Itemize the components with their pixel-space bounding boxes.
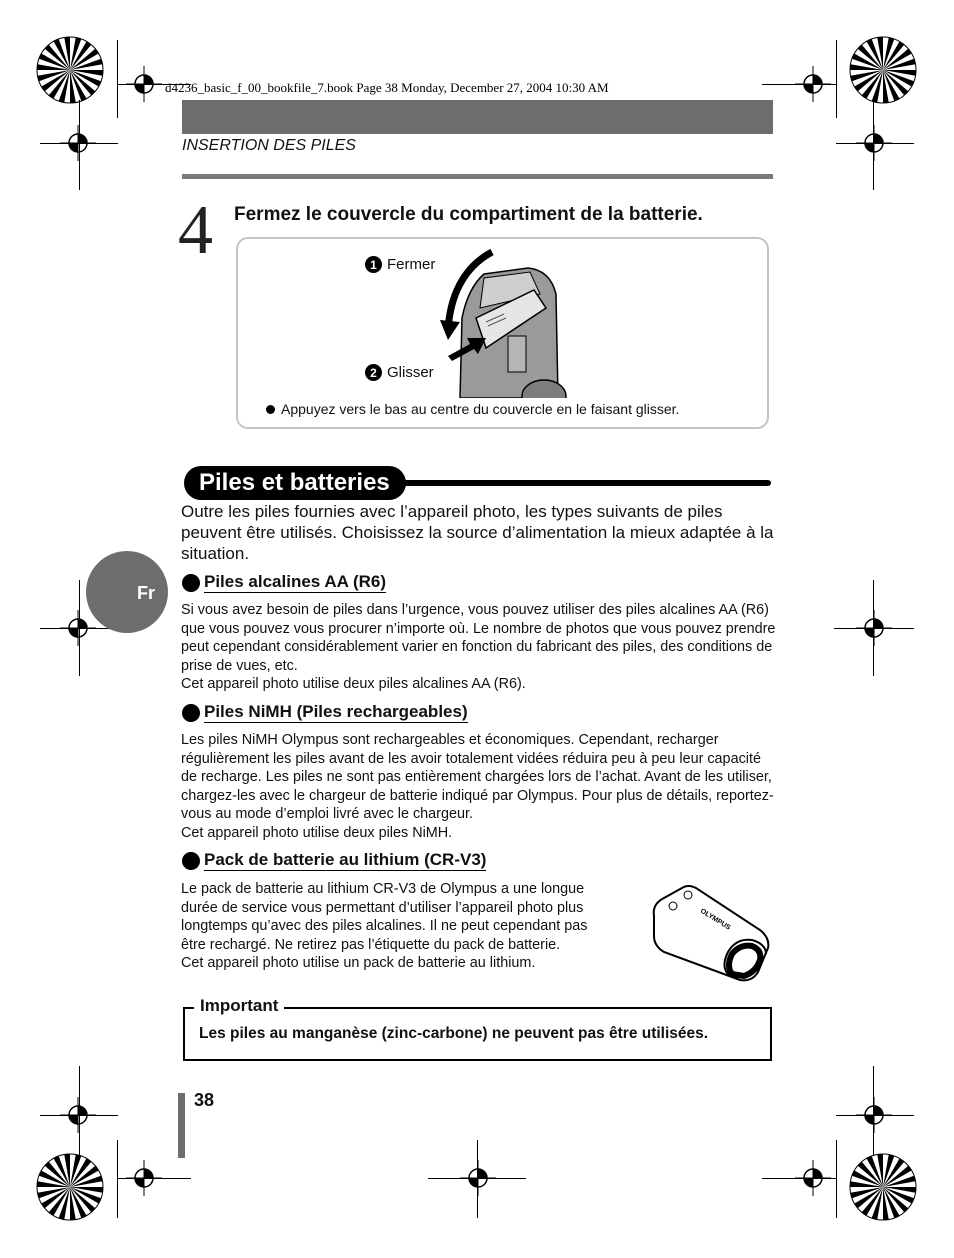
crop-line	[836, 143, 914, 144]
paragraph: Cet appareil photo utilise un pack de batterie au lithium.	[181, 955, 536, 972]
registration-starburst-top-right	[848, 35, 918, 105]
crop-line	[836, 40, 837, 118]
header-rule	[182, 174, 773, 179]
crop-line	[834, 628, 914, 629]
camera-battery-cover-illustration	[440, 248, 570, 398]
subsection-heading-text: Pack de batterie au lithium (CR-V3)	[204, 850, 487, 869]
step-note	[266, 401, 679, 417]
crop-line	[79, 1066, 80, 1156]
crop-line	[477, 1140, 478, 1218]
crop-line	[873, 100, 874, 190]
bullet-dot	[182, 852, 200, 870]
registration-starburst-bottom-left	[35, 1152, 105, 1222]
page-number: 38	[194, 1090, 215, 1110]
section-heading: Piles et batteries	[184, 466, 406, 500]
language-tab	[86, 551, 168, 633]
subsection-body-nimh	[181, 731, 776, 843]
paragraph: Les piles NiMH Olympus sont rechargeables et économiques. Cependant, recharger régulièrement les piles avant de les avoir totalement vidées réduira peu à peu leur capacité de recharge. Les piles ne sont pas entièrement chargées lors de l’achat. Avant de les utiliser, chargez-les avec le chargeur de batterie indiqué par Olympus. Pour plus de détails, reportez-vous au mode d’emploi livré avec le chargeur.	[181, 732, 774, 823]
subsection-heading-lithium	[182, 850, 486, 872]
section-intro: Outre les piles fournies avec l’appareil photo, les types suivants de piles peuvent être utilisés. Choisissez la source d’alimentation la mieux adaptée à la situation.	[181, 502, 774, 563]
battery-brand-label: OLYMPUS	[698, 907, 732, 932]
paragraph: Cet appareil photo utilise deux piles alcalines AA (R6).	[181, 676, 526, 693]
subsection-body-alkaline	[181, 601, 776, 694]
bullet-dot	[182, 704, 200, 722]
registration-starburst-top-left	[35, 35, 105, 105]
header-bar	[182, 100, 773, 134]
section-rule	[390, 480, 771, 486]
page-marker-bar	[178, 1093, 185, 1158]
lithium-battery-pack-illustration	[648, 882, 774, 984]
important-label: Important	[194, 996, 284, 1016]
registration-starburst-bottom-right	[848, 1152, 918, 1222]
crop-line	[117, 40, 118, 118]
crop-line	[117, 1140, 118, 1218]
paragraph: Si vous avez besoin de piles dans l’urgence, vous pouvez utiliser des piles alcalines AA (R6) que vous pouvez vous procurer n’importe où. Le nombre de photos que vous pouvez prendre peut cependant considérablement varier en fonction du fabricant des piles, des conditions de prise de vues, etc.	[181, 602, 776, 674]
language-tab-label: Fr	[137, 583, 155, 603]
paragraph: Le pack de batterie au lithium CR-V3 de Olympus a une longue durée de service vous permettant d’utiliser l’appareil photo plus longtemps qu’avec des piles alcalines. Il ne peut cependant pas être rechargé. Ne retirez pas l’étiquette du pack de batterie.	[181, 881, 588, 953]
crop-line	[79, 580, 80, 676]
subsection-heading-nimh	[182, 702, 468, 724]
crop-line	[836, 1140, 837, 1218]
crop-line	[836, 1115, 914, 1116]
print-info-line: d4236_basic_f_00_bookfile_7.book Page 38 Monday, December 27, 2004 10:30 AM	[165, 80, 609, 95]
crop-line	[762, 1178, 836, 1179]
bullet-dot	[182, 574, 200, 592]
callout-number: 2	[365, 364, 382, 381]
callout-label: Glisser	[387, 364, 434, 381]
callout-slide	[365, 364, 434, 381]
crop-line	[873, 580, 874, 676]
step-note-text: Appuyez vers le bas au centre du couvercle en le faisant glisser.	[281, 401, 680, 417]
section-label: INSERTION DES PILES	[182, 137, 356, 154]
callout-number: 1	[365, 256, 382, 273]
subsection-heading-text: Piles alcalines AA (R6)	[204, 572, 387, 591]
step-number: 4	[178, 192, 213, 269]
crop-line	[117, 1178, 191, 1179]
callout-close	[365, 256, 435, 273]
crop-line	[762, 84, 836, 85]
step-title: Fermez le couvercle du compartiment de la batterie.	[234, 204, 703, 225]
subsection-body-lithium	[181, 880, 611, 973]
callout-label: Fermer	[387, 256, 436, 273]
bullet-dot	[266, 405, 275, 414]
crop-line	[873, 1066, 874, 1156]
crop-line	[79, 100, 80, 190]
important-text: Les piles au manganèse (zinc-carbone) ne peuvent pas être utilisées.	[199, 1025, 709, 1042]
subsection-heading-alkaline	[182, 572, 386, 594]
subsection-heading-text: Piles NiMH (Piles rechargeables)	[204, 702, 468, 721]
paragraph: Cet appareil photo utilise deux piles NiMH.	[181, 824, 453, 841]
